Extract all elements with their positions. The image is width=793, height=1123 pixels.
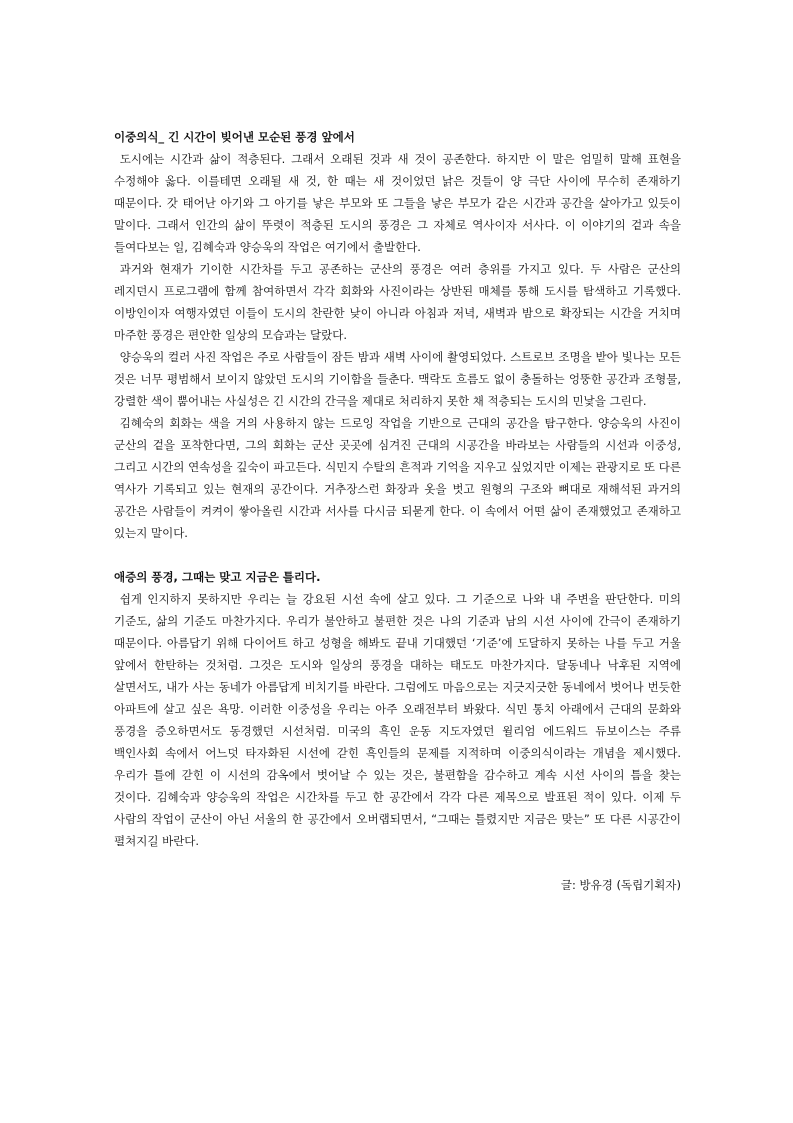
author-spacer: [114, 852, 681, 874]
section-2-paragraph-1: 쉽게 인지하지 못하지만 우리는 늘 강요된 시선 속에 살고 있다. 그 기준으로 나와 내 주변을 판단한다. 미의 기준도, 삶의 기준도 마찬가지다. 우리가 불안하고 불편한 것은 나의 기준과 남의 시선 사이에 간극이 존재하기 때문이다. 아름답기 위해 다이어트 하고 성형을 해봐도 끝내 기대했던 ‘기준’에 도달하지 못하는 나를 두고 거울 앞에서 한탄하는 것처럼. 그것은 도시와 일상의 풍경을 대하는 태도도 마찬가지다. 달동네나 낙후된 지역에 살면서도, 내가 사는 동네가 아름답게 비치기를 바란다. 그럼에도 마음으로는 지긋지긋한 동네에서 벗어나 번듯한 아파트에 살고 싶은 욕망. 이러한 이중성을 우리는 아주 오래전부터 봐왔다. 식민 통치 아래에서 근대의 문화와 풍경을 증오하면서도 동경했던 시선처럼. 미국의 흑인 운동 지도자였던 윌리엄 에드워드 듀보이스는 주류 백인사회 속에서 어느덧 타자화된 시선에 갇힌 흑인들의 문제를 지적하며 이중의식이라는 개념을 제시했다. 우리가 틀에 갇힌 이 시선의 감옥에서 벗어날 수 있는 것은, 불편함을 감수하고 계속 시선 사이의 틈을 찾는 것이다. 김혜숙과 양승욱의 작업은 시간차를 두고 한 공간에서 각각 다른 제목으로 발표된 적이 있다. 이제 두 사람의 작업이 군산이 아닌 서울의 한 공간에서 오버랩되면서, “그때는 틀렸지만 지금은 맞는” 또 다른 시공간이 펼쳐지길 바란다.: [114, 592, 681, 848]
section-1-paragraph-4: 김혜숙의 회화는 색을 거의 사용하지 않는 드로잉 작업을 기반으로 근대의 공간을 탐구한다. 양승욱의 사진이 군산의 겉을 포착한다면, 그의 회화는 군산 곳곳에 심겨진 근대의 시공간을 바라보는 사람들의 시선과 이중성, 그리고 시간의 연속성을 깊숙이 파고든다. 식민지 수탈의 흔적과 기억을 지우고 싶었지만 이제는 관광지로 또 다른 역사가 기록되고 있는 현재의 공간이다. 거추장스런 화장과 옷을 벗고 원형의 구조와 뼈대로 재해석된 과거의 공간은 사람들이 켜켜이 쌓아올린 시간과 서사를 다시금 되묻게 한다. 이 속에서 어떤 삶이 존재했었고 존재하고 있는지 말이다.: [114, 416, 681, 540]
section-1-title: 이중의식_ 긴 시간이 빚어낸 모순된 풍경 앞에서: [114, 130, 355, 144]
section-2-title: 애증의 풍경, 그때는 맞고 지금은 틀리다.: [114, 570, 321, 584]
author-credit: 글: 방유경 (독립기획자): [560, 878, 681, 892]
section-spacer: [114, 544, 681, 566]
section-1-paragraph-3: 양승욱의 컬러 사진 작업은 주로 사람들이 잠든 밤과 새벽 사이에 촬영되었다. 스트로브 조명을 받아 빛나는 모든 것은 너무 평범해서 보이지 않았던 도시의 기이함을 들춘다. 맥락도 흐름도 없이 충돌하는 엉뚱한 공간과 조형물, 강렬한 색이 뿜어내는 사실성은 긴 시간의 간극을 제대로 처리하지 못한 채 적층되는 도시의 민낯을 그린다.: [114, 350, 681, 408]
section-1-paragraph-2: 과거와 현재가 기이한 시간차를 두고 공존하는 군산의 풍경은 여러 층위를 가지고 있다. 두 사람은 군산의 레지던시 프로그램에 함께 참여하면서 각각 회화와 사진이라는 상반된 매체를 통해 도시를 탐색하고 기록했다. 이방인이자 여행자였던 이들이 도시의 찬란한 낮이 아니라 아침과 저녁, 새벽과 밤으로 확장되는 시간을 거치며 마주한 풍경은 편안한 일상의 모습과는 달랐다.: [114, 262, 681, 342]
section-1-paragraph-1: 도시에는 시간과 삶이 적층된다. 그래서 오래된 것과 새 것이 공존한다. 하지만 이 말은 엄밀히 말해 표현을 수정해야 옳다. 이를테면 오래될 새 것, 한 때는 새 것이었던 낡은 것들이 양 극단 사이에 무수히 존재하기 때문이다. 갓 태어난 아기와 그 아기를 낳은 부모와 또 그들을 낳은 부모가 같은 시간과 공간을 살아가고 있듯이 말이다. 그래서 인간의 삶이 뚜렷이 적층된 도시의 풍경은 그 자체로 역사이자 서사다. 이 이야기의 겉과 속을 들여다보는 일, 김혜숙과 양승욱의 작업은 여기에서 출발한다.: [114, 152, 681, 254]
document-page: [114, 126, 681, 896]
